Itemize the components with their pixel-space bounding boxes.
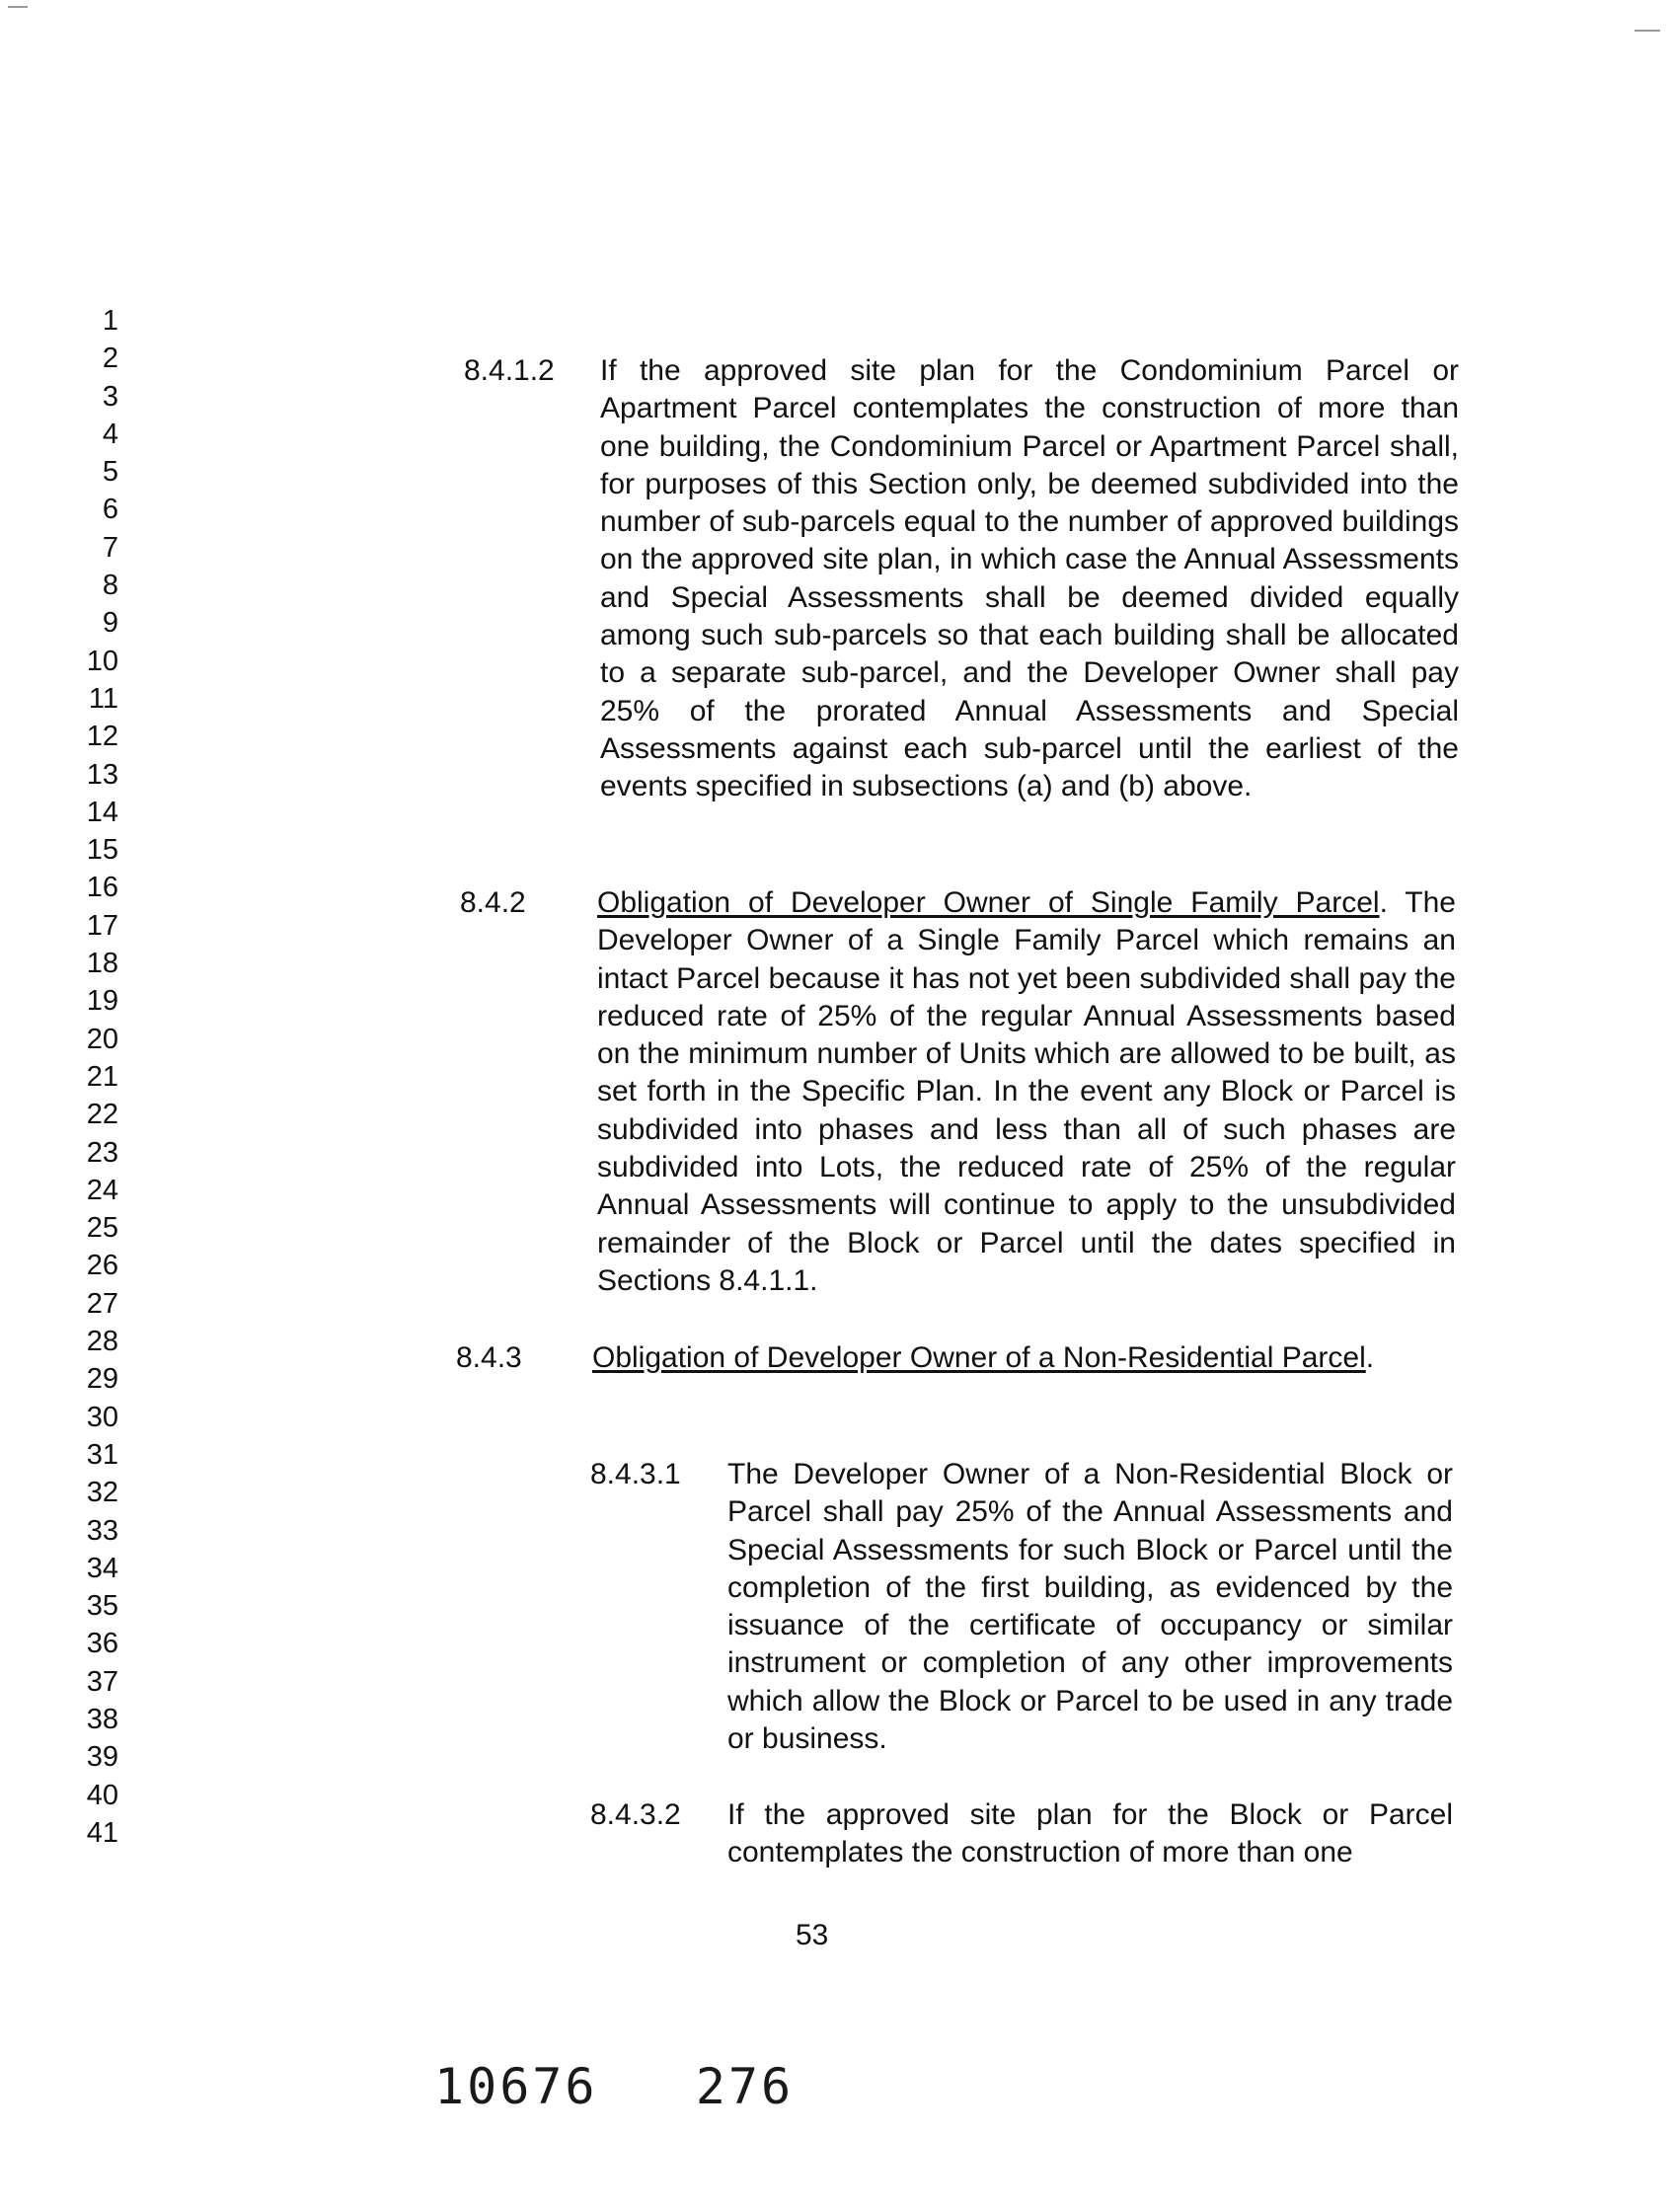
- line-number: 4: [102, 418, 118, 450]
- line-number: 26: [86, 1250, 118, 1282]
- scan-mark-top-right: [1635, 30, 1660, 32]
- line-number: 27: [86, 1287, 118, 1320]
- section-8-4-2: [597, 884, 1456, 1300]
- line-number: 1: [102, 305, 118, 337]
- line-number: 6: [102, 494, 118, 526]
- recording-stamp: 10676 276: [434, 2058, 795, 2115]
- line-number: 17: [86, 909, 118, 942]
- line-number: 19: [86, 985, 118, 1018]
- section-number-8-4-3-1: 8.4.3.1: [590, 1458, 681, 1490]
- section-number-8-4-3-2: 8.4.3.2: [590, 1798, 681, 1831]
- line-number: 3: [102, 380, 118, 413]
- line-number: 11: [88, 682, 118, 715]
- line-number: 10: [86, 645, 118, 677]
- page-number: 53: [796, 1919, 829, 1951]
- line-number: 32: [86, 1477, 118, 1509]
- section-heading-8-4-3: Obligation of Developer Owner of a Non-Residential Parcel: [592, 1341, 1366, 1374]
- line-number: 20: [86, 1023, 118, 1055]
- line-number: 31: [86, 1438, 118, 1471]
- line-number: 24: [86, 1174, 118, 1206]
- line-number: 29: [86, 1363, 118, 1396]
- line-number: 37: [86, 1665, 118, 1698]
- line-number: 28: [86, 1326, 118, 1358]
- line-number: 30: [86, 1401, 118, 1433]
- line-number: 38: [86, 1703, 118, 1735]
- section-text-8-4-3: .: [1365, 1341, 1375, 1374]
- line-number-column: [59, 302, 118, 1852]
- line-number: 25: [86, 1212, 118, 1245]
- line-number: 12: [86, 721, 118, 753]
- section-heading-8-4-2: Obligation of Developer Owner of Single Family Parcel: [597, 886, 1380, 919]
- line-number: 7: [102, 531, 118, 564]
- line-number: 14: [86, 796, 118, 828]
- line-number: 15: [86, 834, 118, 867]
- section-number-8-4-3: 8.4.3: [456, 1341, 522, 1374]
- line-number: 16: [86, 872, 118, 904]
- line-number: 21: [86, 1060, 118, 1093]
- line-number: 41: [86, 1816, 118, 1849]
- line-number: 22: [86, 1099, 118, 1131]
- section-number-8-4-1-2: 8.4.1.2: [464, 354, 555, 387]
- line-number: 18: [86, 948, 118, 980]
- line-number: 5: [102, 456, 118, 489]
- line-number: 35: [86, 1590, 118, 1623]
- line-number: 9: [102, 607, 118, 640]
- line-number: 36: [86, 1628, 118, 1660]
- scan-mark-top-left: [8, 6, 28, 8]
- section-text-8-4-1-2: If the approved site plan for the Condominium Parcel or Apartment Parcel contemplates the construction of more than one building, the Condominium Parcel or Apartment Parcel shall, for purposes of this Section only, be deemed subdivided into the number of sub-parcels equal to the number of approved buildings on the approved site plan, in which case the Annual Assessments and Special Assessments shall be deemed divided equally among such sub-parcels so that each building shall be allocated to a separate sub-parcel, and the Developer Owner shall pay 25% of the prorated Annual Assessments and Special Assessments against each sub-parcel until the earliest of the events specified in subsections (a) and (b) above.: [600, 354, 1459, 803]
- section-text-8-4-3-2: If the approved site plan for the Block or Parcel contemplates the construction of more than one: [727, 1798, 1453, 1869]
- section-text-8-4-2: . The Developer Owner of a Single Family Parcel which remains an intact Parcel because it has not yet been subdivided shall pay the reduced rate of 25% of the regular Annual Assessments based on the minimum number of Units which are allowed to be built, as set forth in the Specific Plan. In the event any Block or Parcel is subdivided into phases and less than all of such phases are subdivided into Lots, the reduced rate of 25% of the regular Annual Assessments will continue to apply to the unsubdivided remainder of the Block or Parcel until the dates specified in Sections 8.4.1.1.: [597, 886, 1456, 1297]
- line-number: 33: [86, 1514, 118, 1547]
- line-number: 34: [86, 1552, 118, 1584]
- line-number: 23: [86, 1136, 118, 1169]
- line-number: 2: [102, 343, 118, 375]
- line-number: 39: [86, 1741, 118, 1774]
- line-number: 13: [86, 758, 118, 791]
- section-8-4-3: [592, 1339, 1461, 1377]
- section-text-8-4-3-1: The Developer Owner of a Non-Residential Block or Parcel shall pay 25% of the Annual Assessments and Special Assessments for such Block or Parcel until the completion of the first building, as evidenced by the issuance of the certificate of occupancy or similar instrument or completion of any other improvements which allow the Block or Parcel to be used in any trade or business.: [727, 1458, 1453, 1756]
- section-number-8-4-2: 8.4.2: [460, 886, 526, 919]
- line-number: 8: [102, 570, 118, 602]
- line-number: 40: [86, 1779, 118, 1811]
